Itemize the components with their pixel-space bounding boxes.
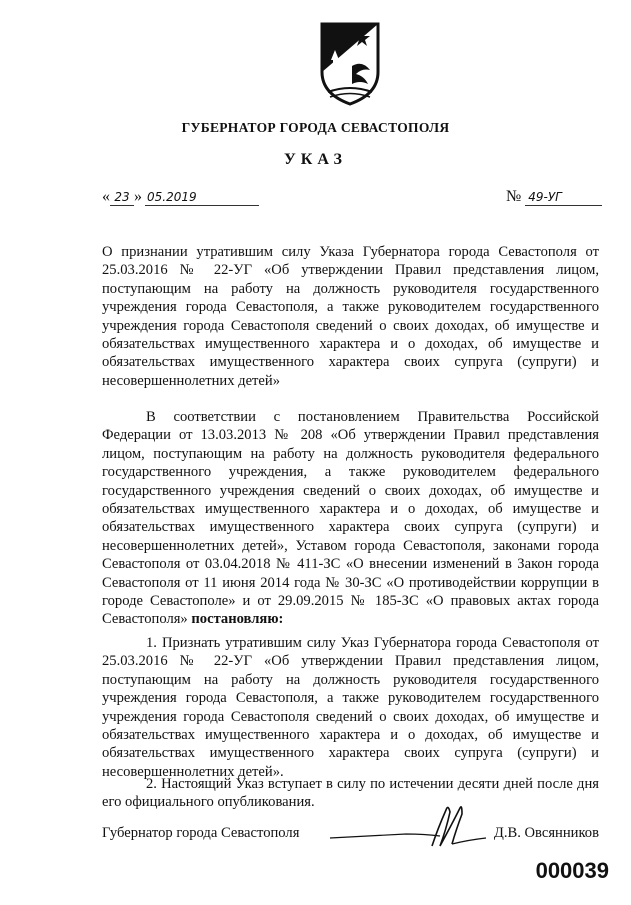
date-day: 23 (110, 190, 134, 206)
sevastopol-coat-of-arms-icon (318, 20, 382, 108)
serial-number: 000039 (535, 858, 609, 883)
document-number (506, 188, 602, 206)
issuing-authority: ГУБЕРНАТОР ГОРОДА СЕВАСТОПОЛЯ (181, 120, 450, 135)
document-date (102, 188, 259, 206)
signatory-name: Д.В. Овсянников (493, 825, 599, 841)
preamble-text: В соответствии с постановлением Правительства Российской Федерации от 13.03.2013 № 208 «Об утверждении Правил представления лицом, поступающим на работу на должность руководителя федерального государственного учреждения, а также руководителем федерального государственного учреждения сведений о своих доходах, об имуществе и обязательствах имущественного характера и о доходах, об имуществе и обязательствах имущественного характера своих супруга (супруги) и несовершеннолетних детей», Уставом города Севастополя, законами города Севастополя от 03.04.2018 № 411-ЗС «О внесении изменений в Закон города Севастополя от 11 июня 2014 года № 30-ЗС «О противодействии коррупции в городе Севастополе» и от 29.09.2015 № 185-ЗС «О правовых актах города Севастополя» (102, 409, 599, 628)
item-2: 2. Настоящий Указ вступает в силу по истечении десяти дней после дня его официального опубликования. (102, 776, 599, 811)
decree-word: постановляю: (191, 611, 284, 628)
preamble (102, 408, 599, 629)
item-1: 1. Признать утратившим силу Указ Губернатора города Севастополя от 25.03.2016 № 22-УГ «Об утверждении Правил представления лицом, поступающим на работу на должность руководителя государственного учреждения города Севастополя, а также руководителем государственного учреждения города Севастополя сведений о своих доходах, об имуществе и обязательствах имущественного характера и о доходах, об имуществе и обязательствах имущественного характера своих супруга (супруги) и несовершеннолетних детей». (102, 635, 599, 780)
number-value: 49-УГ (525, 190, 602, 206)
signatory-role: Губернатор города Севастополя (102, 825, 300, 841)
date-close-quote: » (134, 188, 142, 205)
date-month-year: 05.2019 (145, 190, 259, 206)
document-type: УКАЗ (284, 151, 347, 168)
document-title: О признании утратившим силу Указа Губернатора города Севастополя от 25.03.2016 № 22-УГ «Об утверждении Правил представления лицом, поступающим на работу на должность руководителя государственного учреждения города Севастополя, а также руководителем государственного учреждения города Севастополя сведений о своих доходах, об имуществе и обязательствах имущественного характера и о доходах, об имуществе и обязательствах имущественного характера своих супруга (супруги) и несовершеннолетних детей» (102, 244, 599, 389)
signature-block (102, 825, 599, 849)
date-open-quote: « (102, 188, 110, 205)
number-sign: № (506, 188, 522, 205)
